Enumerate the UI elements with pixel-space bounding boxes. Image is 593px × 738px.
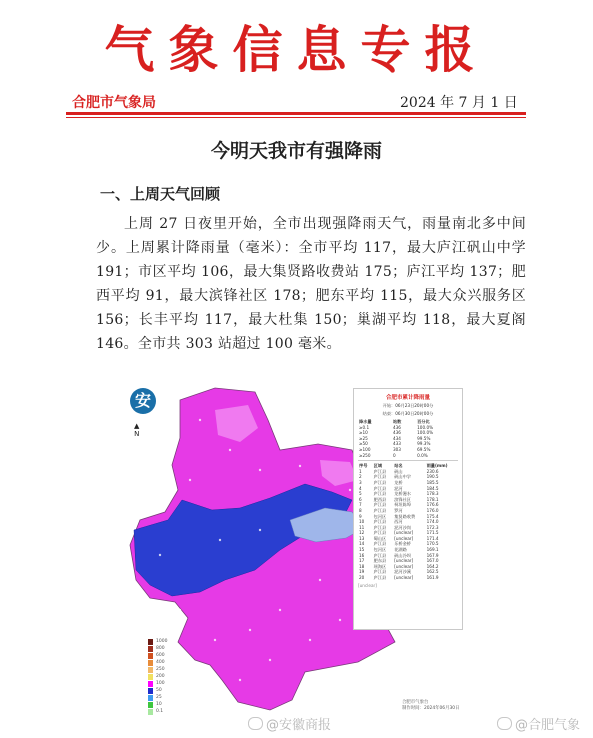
rank-cell: 167.9 [426, 552, 439, 558]
threshold-cell: ≥0.1 [359, 424, 370, 430]
rank-cell: 164.2 [426, 563, 439, 569]
watermark-left [248, 714, 331, 733]
masthead-title: 气象信息专报 [104, 20, 489, 79]
rank-cell: 庐江县 [373, 468, 387, 474]
legend-entry [148, 701, 167, 708]
rainfall-map [120, 380, 460, 732]
rank-cell: 瑶海区 [373, 563, 387, 569]
legend-entry [148, 652, 167, 659]
rank-cell: 庐江县 [373, 491, 387, 497]
rank-cell: 矾山中学 [394, 474, 411, 480]
rank-cell: 11 [359, 524, 365, 530]
panel-divider [358, 460, 458, 461]
legend-swatch [148, 660, 153, 666]
rank-cell: 185.5 [426, 479, 439, 485]
legend-entry [148, 680, 167, 687]
rank-cell: 18 [359, 563, 365, 569]
rank-cell: 19 [359, 569, 365, 575]
rainfall-stats-panel [353, 388, 463, 630]
headline: 今明天我市有强降雨 [210, 140, 382, 162]
threshold-cell: 434 [392, 435, 401, 441]
map-footer-producer: 合肥市气象台 [402, 700, 429, 705]
rank-cell: 169.1 [426, 547, 439, 553]
legend-entry [148, 673, 167, 680]
legend-swatch [148, 709, 153, 715]
rank-cell: 庐江县 [373, 530, 387, 536]
rank-cell: 柯坦陈埠 [394, 502, 411, 508]
legend-label: 0.1 [156, 709, 164, 714]
rank-cell: 庐江县 [373, 569, 387, 575]
rank-cell: 庐江县 [373, 552, 387, 558]
rank-cell: 167.0 [426, 558, 439, 564]
rank-cell: 175.4 [426, 513, 439, 519]
rank-row [358, 575, 458, 581]
rank-cell: [unclear] [394, 575, 414, 581]
legend-label: 1000 [156, 639, 168, 644]
rank-cell: 龙桥漫水 [394, 491, 411, 497]
rank-cell: 5 [359, 491, 362, 497]
legend-entry [148, 708, 167, 715]
rank-cell: 泥河 [394, 485, 403, 491]
rank-cell: 171.5 [426, 530, 439, 536]
legend-swatch [148, 646, 153, 652]
threshold-cell: 436 [392, 424, 401, 430]
legend-label: 50 [156, 688, 162, 693]
map-footer [402, 700, 459, 712]
rank-cell: 庐江县 [373, 519, 387, 525]
issue-date: 2024 年 7 月 1 日 [400, 95, 518, 111]
threshold-cell: 100.0% [417, 430, 434, 436]
rank-cell: 西河 [394, 519, 403, 525]
legend-swatch [148, 688, 153, 694]
rank-cell: [unclear] [394, 563, 414, 569]
rank-cell: 6 [359, 496, 362, 502]
legend-swatch [148, 667, 153, 673]
legend-entry [148, 659, 167, 666]
threshold-cell: 99.3% [417, 441, 431, 447]
legend-label: 800 [156, 646, 165, 651]
rank-cell: 170.5 [426, 541, 439, 547]
rank-cell: 庐江县 [373, 502, 387, 508]
rank-cell: 罗河 [394, 507, 403, 513]
threshold-cell: 0 [392, 452, 396, 458]
rank-cell: 2 [359, 474, 362, 480]
rank-cell: [unclear] [394, 558, 414, 564]
header-rule-thin [66, 117, 526, 118]
threshold-header: 站数 [392, 419, 402, 424]
station-rank-table [358, 463, 458, 580]
legend-entry [148, 666, 167, 673]
rank-cell: 庐江县 [373, 479, 387, 485]
rank-cell: 7 [359, 502, 362, 508]
legend-swatch [148, 674, 153, 680]
period-start: 开始：06月23日20时00分 [382, 403, 434, 408]
rank-cell: 10 [359, 519, 365, 525]
rank-cell: 12 [359, 530, 365, 536]
legend-swatch [148, 639, 153, 645]
rank-cell: 178.1 [426, 496, 439, 502]
legend-label: 600 [156, 653, 165, 658]
header-rule-thick [66, 112, 526, 115]
rank-cell: 190.5 [426, 474, 439, 480]
legend-label: 100 [156, 681, 165, 686]
rank-cell: 172.3 [426, 524, 439, 530]
rank-cell: 花湖路 [394, 547, 407, 553]
legend-swatch [148, 695, 153, 701]
agency-name: 合肥市气象局 [72, 95, 156, 111]
rank-cell: 178.3 [426, 491, 439, 497]
threshold-cell: 436 [392, 430, 401, 436]
watermark-right [497, 714, 580, 733]
threshold-cell: 69.5% [417, 446, 431, 452]
legend-entry [148, 694, 167, 701]
rank-header: 序号 [359, 463, 368, 469]
rank-cell: 庐江县 [373, 524, 387, 530]
rank-cell: 乐桥金桥 [394, 541, 411, 547]
rank-cell: 4 [359, 485, 362, 491]
rank-cell: 庐江县 [373, 507, 387, 513]
rank-cell: 庐江县 [373, 541, 387, 547]
legend-swatch [148, 702, 153, 708]
rank-cell: 泥河沙岗 [394, 524, 411, 530]
rank-cell: 171.4 [426, 535, 439, 541]
rank-header: 区域 [373, 463, 383, 469]
threshold-cell: 0.0% [417, 452, 428, 458]
rank-cell: 包河区 [373, 513, 387, 519]
threshold-cell: ≥250 [359, 452, 371, 458]
threshold-cell: ≥10 [359, 430, 368, 436]
threshold-cell: 303 [392, 446, 401, 452]
section-heading: 一、上周天气回顾 [100, 185, 221, 203]
threshold-cell: ≥25 [359, 435, 368, 441]
rank-cell: 庐江县 [373, 474, 387, 480]
rank-cell: 14 [359, 541, 365, 547]
rank-cell: 13 [359, 535, 365, 541]
legend-swatch [148, 681, 153, 687]
rank-cell: 184.5 [426, 485, 439, 491]
rank-cell: 176.0 [426, 507, 439, 513]
rank-cell: 174.0 [426, 519, 439, 525]
rainfall-legend [148, 638, 167, 715]
panel-note: [unclear] [358, 582, 377, 588]
panel-title: 合肥市累计降雨量 [385, 395, 430, 401]
rank-cell: 泥河沙溪 [394, 569, 411, 575]
north-arrow: ▲ N [134, 422, 140, 438]
rank-cell: 20 [359, 575, 365, 581]
legend-entry [148, 638, 167, 645]
rank-cell: 9 [359, 513, 362, 519]
threshold-table [358, 419, 458, 458]
rank-cell: 肥东县 [373, 558, 387, 564]
rank-cell: 矾山 [394, 468, 403, 474]
rank-cell: 矾山冷坝 [394, 552, 411, 558]
threshold-cell: ≥50 [359, 441, 368, 447]
rank-cell: 包河区 [373, 547, 387, 553]
legend-swatch [148, 653, 153, 659]
threshold-cell: ≥100 [359, 446, 371, 452]
threshold-cell: 433 [392, 441, 401, 447]
legend-label: 10 [156, 702, 162, 707]
rank-cell: 16 [359, 552, 365, 558]
legend-label: 25 [156, 695, 162, 700]
rank-cell: 滨锋社区 [394, 496, 411, 502]
rank-cell: 17 [359, 558, 365, 564]
rank-header: 站名 [394, 463, 403, 469]
rank-cell: 集贤路收费 [394, 513, 416, 519]
rank-header: 雨量(mm) [426, 463, 448, 469]
rank-cell: 蜀山区 [373, 535, 387, 541]
threshold-cell: 100.0% [417, 424, 434, 430]
rank-cell: 15 [359, 547, 365, 553]
rank-cell: 8 [359, 507, 362, 513]
threshold-cell: 99.5% [417, 435, 431, 441]
north-label: N [134, 430, 140, 438]
rank-cell: 230.6 [426, 468, 439, 474]
legend-entry [148, 645, 167, 652]
threshold-header: 百分比 [417, 419, 430, 424]
rank-cell: 3 [359, 479, 362, 485]
threshold-header: 降水量 [359, 419, 372, 424]
rank-cell: [unclear] [394, 535, 414, 541]
period-end: 结束：06月30日20时00分 [382, 411, 434, 416]
watermark-text: @合肥气象 [515, 718, 581, 733]
legend-label: 250 [156, 667, 165, 672]
legend-label: 400 [156, 660, 165, 665]
threshold-row [358, 453, 458, 459]
rank-cell: 庐江县 [373, 485, 387, 491]
review-paragraph: 上周 27 日夜里开始，全市出现强降雨天气，雨量南北多中间少。上周累计降雨量（毫米）：全市平均 117，最大庐江矾山中学 191；市区平均 106，最大集贤路收费站 175；庐江平均 137；肥西平均 91，最大滨锋社区 178；肥东平均 115，最大众兴服务区 156；长丰平均 117，最大杜集 150；巢湖平均 118，最大夏阁 146。全市共 303 站超过 100 毫米。 [96, 216, 526, 352]
rank-cell: 161.9 [426, 575, 439, 581]
map-footer-time: 制作时间：2024年06月30日 [402, 706, 460, 711]
rank-cell: 龙桥 [394, 479, 403, 485]
legend-entry [148, 687, 167, 694]
agency-logo: 安 [130, 388, 156, 414]
rank-cell: [unclear] [394, 530, 414, 536]
rank-cell: 162.5 [426, 569, 439, 575]
watermark-text: @安徽商报 [266, 718, 332, 733]
rank-cell: 肥西县 [373, 496, 387, 502]
rank-cell: 1 [359, 468, 362, 474]
rank-cell: 庐江县 [373, 575, 387, 581]
legend-label: 200 [156, 674, 165, 679]
rank-cell: 176.6 [426, 502, 439, 508]
